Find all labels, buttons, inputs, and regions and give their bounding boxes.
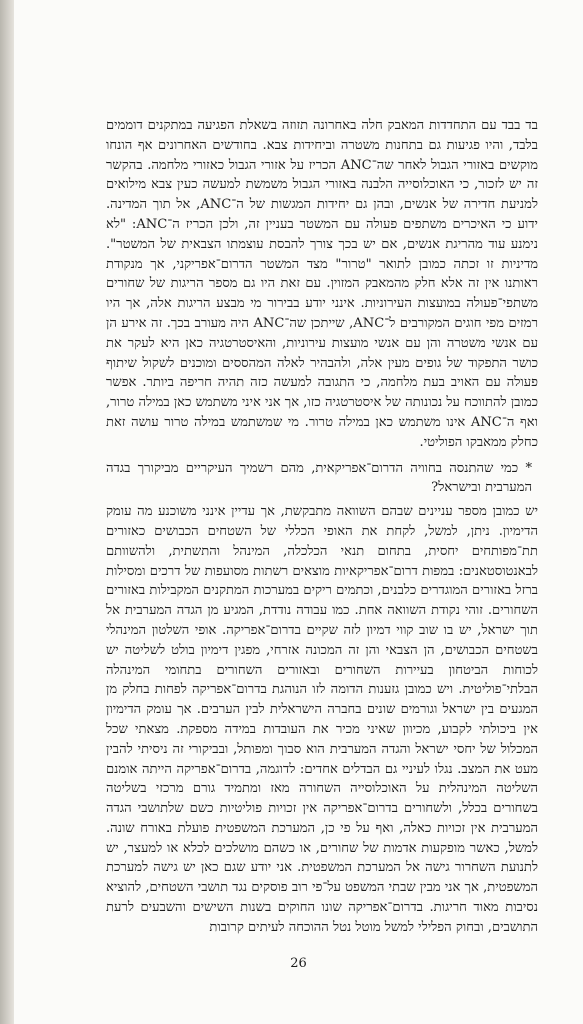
body-text xyxy=(106,116,538,938)
paragraph-1: בד בבד עם התחדדות המאבק חלה באחרונה תזוזה בשאלת הפגיעה במתקנים דוממים בלבד, והיו פגיעות גם בתחנות משטרה וביחידות צבא. בחודשים האחרונים אף הונחו מוקשים באזורי הגבול לאחר שה־ANC הכריז על אזורי הגבול כאזורי מלחמה. בהקשר זה יש לזכור, כי האוכלוסייה הלבנה באזורי הגבול משמשת למעשה כעין צבא מילואים למניעת חדירה של אנשים, ובהן גם יחידות המגשות של ה־ANC, אל תוך המדינה. ידוע כי האיכרים משתפים פעולה עם המשטר בעניין זה, ולכן הכריז ה־ANC: "לא נימנע עוד מהריגת אנשים, אם יש בכך צורך להבסת עוצמתו הצבאית של המשטר". מדיניות זו זכתה כמובן לתואר "טרור" מצד המשטר הדרום־אפריקני, אך מנקודת ראותנו אין זה אלא חלק מהמאבק המזוין. עם זאת היו גם מספר הריגות של שחורים משתפי־פעולה במועצות העירוניות. אינני יודע בבירור מי מבצע הריגות אלה, אך היו רמזים מפי חוגים המקורבים ל־ANC, שייתכן שה־ANC היה מעורב בכך. זה אירע הן עם אנשי משטרה והן עם אנשי מועצות עירוניות, והאיסטרטגיה כאן היא לעקר את כושר התפקוד של גופים מעין אלה, ולהבהיר לאלה המהססים ומוכנים לשקול שיתוף פעולה עם האויב בעת מלחמה, כי התגובה למעשה כזה תהיה חריפה ביותר. אפשר כמובן להתווכח על נכונותה של איסטרטגיה כזו, אך אני איני משתמש כאן במילה טרור, ואף ה־ANC אינו משתמש כאן במילה טרור. מי שמשתמש במילה טרור עושה זאת כחלק ממאבקו הפוליטי. xyxy=(106,118,539,450)
page-number: 26 xyxy=(290,956,307,971)
paragraph-2: יש כמובן מספר עניינים שבהם השוואה מתבקשת, אך עדיין אינני משוכנע מה עומק הדימיון. ניתן, למשל, לקחת את האופי הכללי של השטחים הכבושים כאזורים תת־מפותחים יחסית, בתחום תנאי הכלכלה, המינהל והתשתית, ולהשוותם לבאנטוסטאנים: במפות דרום־אפריקאיות מוצאים רשתות מסועפות של דרכים ומסילות ברזל באזורים המוגדרים כלבנים, וכתמים ריקים במערכות המתקנים המקבילות באזורים השחורים. זוהי נקודת השוואה אחת. כמו עבודה נודדת, המגיע מן הגדה המערבית אל תוך ישראל, יש בו שוב קווי דמיון לזה שקיים בדרום־אפריקה. אופי השלטון המינהלי בשטחים הכבושים, הן הצבאי והן זה המכונה אזרחי, מפגין דימיון בולט לשליטה יש לכוחות הביטחון בעיירות השחורים ובאזורים השחורים בתחומי המינהלה הבלתי־פוליטית. ויש כמובן גזענות הדומה לזו הנוהגת בדרום־אפריקה לפחות בחלק מן המגעים בין ישראל וגורמים שונים בחברה הישראלית לבין הערבים. אך עומק הדימיון אין ביכולתי לקבוע, מכיוון שאיני מכיר את העובדות במידה מספקת. מצאתי שכל המכלול של יחסי ישראל והגדה המערבית הוא סבוך ומפותל, ובביקורי זה ניסיתי להבין מעט את המצב. נגלו לעיניי גם הבדלים אחדים: לדוגמה, בדרום־אפריקה הייתה אומנם השליטה המינהלית על האוכלוסייה השחורה מאז ומתמיד גורם מרכזי בשליטה בשחורים בכלל, ולשחורים בדרום־אפריקה אין זכויות פוליטיות כשם שלתושבי הגדה המערבית אין זכויות כאלה, ואף על פי כן, המערכת המשפטית פועלת באורח שונה. למשל, כאשר מופקעות אדמות של שחורים, או כשהם מושלכים לכלא או למעצר, יש לתנועת השחרור גישה אל המערכת המשפטית. אני יודע שגם כאן יש גישה למערכת המשפטית, אך אני מבין שבתי המשפט על־פי רוב פוסקים נגד תושבי השטחים, להוציא נסיבות מאוד חריגות. בדרום־אפריקה שונו החוקים בשנות השישים והשבעים לרעת התושבים, ובחוק הפלילי למשל מוטל נטל ההוכחה לעיתים קרובות xyxy=(106,504,538,935)
book-page xyxy=(14,0,583,1024)
book-gutter-shadow xyxy=(0,0,14,1024)
interview-question: * כמי שהתנסה בחוויה הדרום־אפריקאית, מהם רשמיך העיקריים מביקורך בגדה המערבית ובישראל? xyxy=(106,460,532,496)
